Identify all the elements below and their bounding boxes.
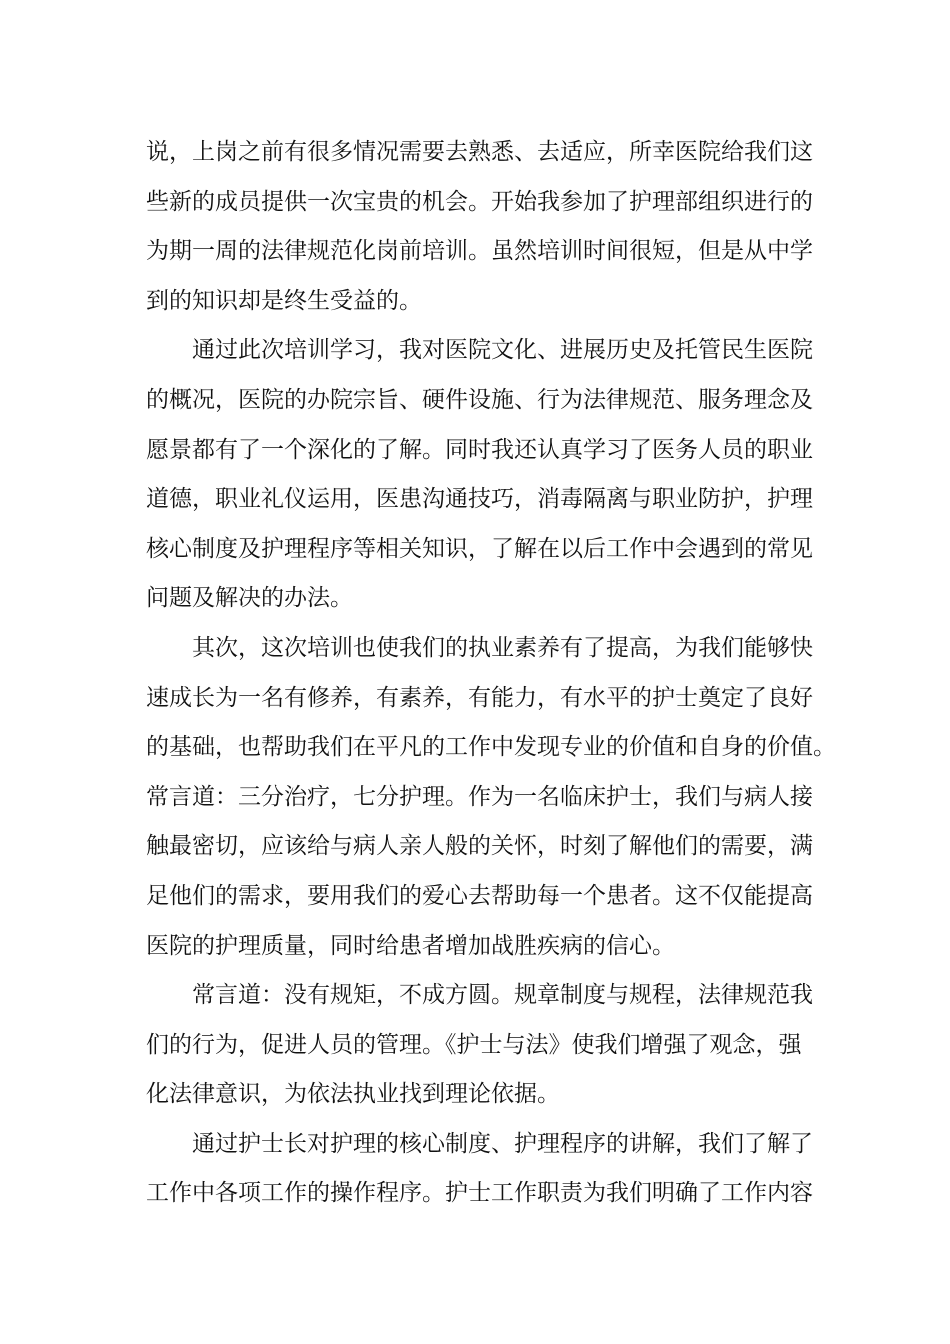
text-line: 愿景都有了一个深化的了解。同时我还认真学习了医务人员的职业 [146,436,813,463]
text-line: 速成长为一名有修养，有素养，有能力，有水平的护士奠定了良好 [146,684,813,711]
document-body [146,128,836,1219]
text-line: 通过此次培训学习，我对医院文化、进展历史及托管民生医院 [192,337,813,364]
text-line: 足他们的需求，要用我们的爱心去帮助每一个患者。这不仅能提高 [146,882,813,909]
text-line: 其次，这次培训也使我们的执业素养有了提高，为我们能够快 [192,634,813,661]
text-line: 到的知识却是终生受益的。 [146,287,422,314]
text-line: 通过护士长对护理的核心制度、护理程序的讲解，我们了解了 [192,1130,813,1157]
text-line: 工作中各项工作的操作程序。护士工作职责为我们明确了工作内容 [146,1180,813,1207]
text-line: 触最密切，应该给与病人亲人般的关怀，时刻了解他们的需要，满 [146,833,813,860]
text-line: 化法律意识，为依法执业找到理论依据。 [146,1081,560,1108]
text-line: 道德，职业礼仪运用，医患沟通技巧，消毒隔离与职业防护，护理 [146,486,813,513]
text-line: 们的行为，促进人员的管理。《护士与法》使我们增强了观念，强 [146,1031,802,1058]
text-line: 为期一周的法律规范化岗前培训。虽然培训时间很短，但是从中学 [146,238,813,265]
text-line: 的概况，医院的办院宗旨、硬件设施、行为法律规范、服务理念及 [146,386,813,413]
text-line: 医院的护理质量，同时给患者增加战胜疾病的信心。 [146,932,675,959]
text-line: 问题及解决的办法。 [146,585,353,612]
text-line: 常言道：三分治疗，七分护理。作为一名临床护士，我们与病人接 [146,783,813,810]
text-line: 的基础，也帮助我们在平凡的工作中发现专业的价值和自身的价值。 [146,734,836,761]
text-line: 些新的成员提供一次宝贵的机会。开始我参加了护理部组织进行的 [146,188,813,215]
text-line: 常言道：没有规矩，不成方圆。规章制度与规程，法律规范我 [192,982,813,1009]
text-line: 核心制度及护理程序等相关知识，了解在以后工作中会遇到的常见 [146,535,813,562]
text-line: 说，上岗之前有很多情况需要去熟悉、去适应，所幸医院给我们这 [146,139,813,165]
